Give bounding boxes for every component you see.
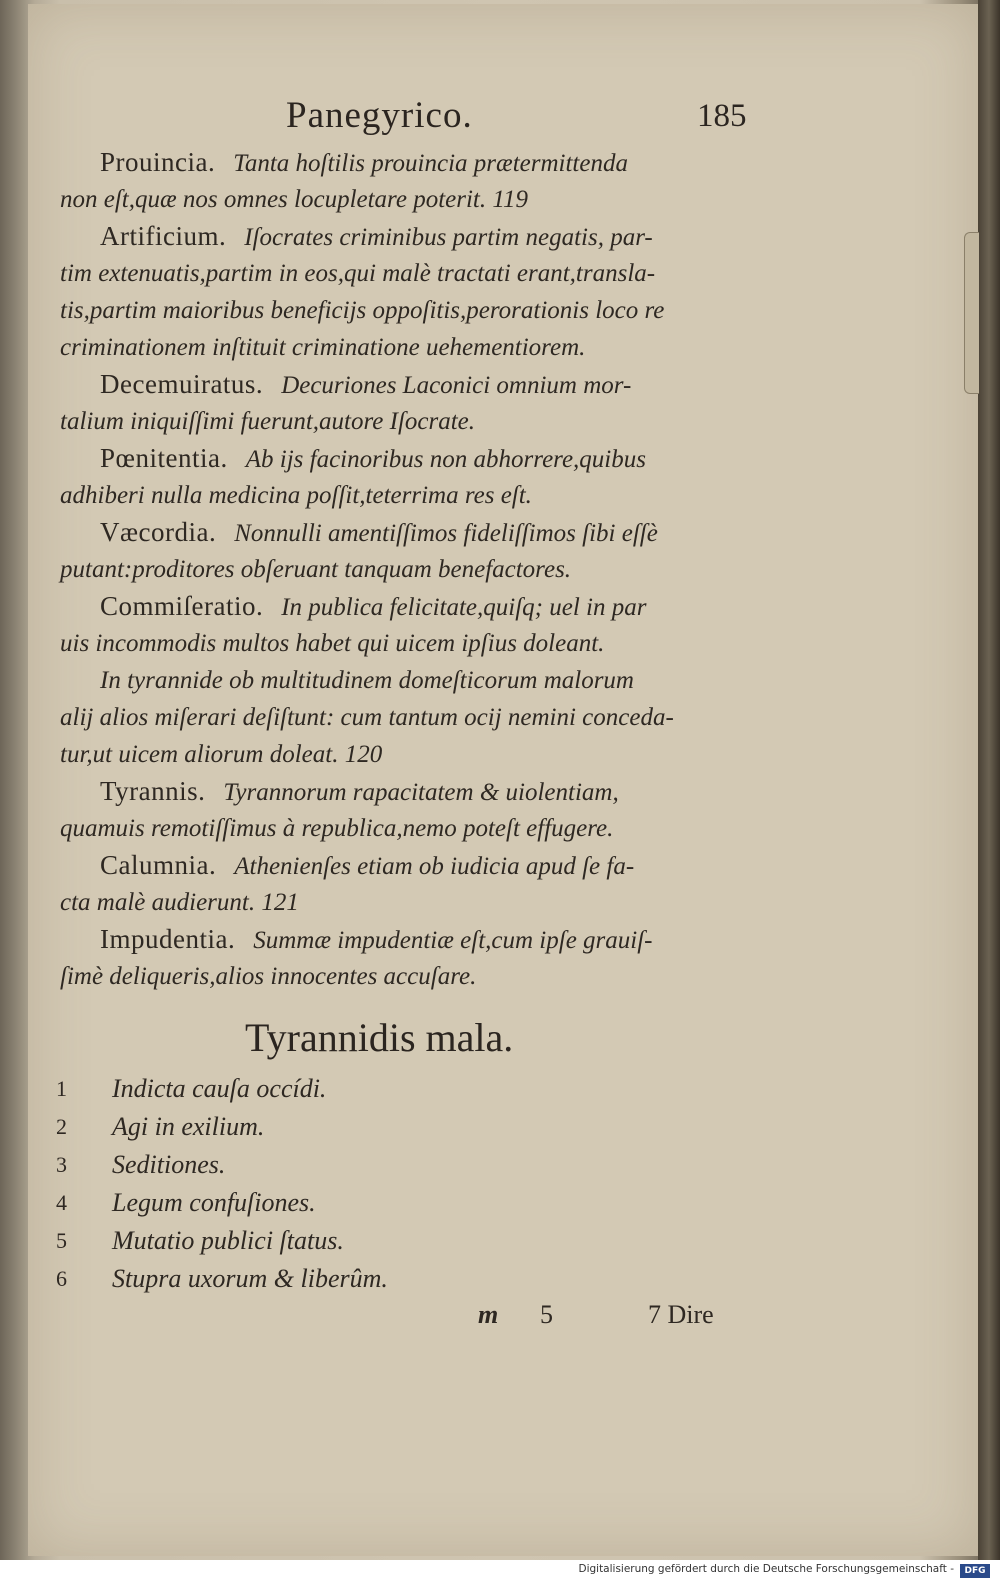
entry-line [60, 958, 760, 995]
entry-first-line [60, 366, 760, 403]
entry-first-line [60, 144, 760, 181]
entry-line [60, 736, 760, 773]
entry-keyword: Calumnia. [100, 850, 217, 880]
list-item [56, 1260, 656, 1298]
entry-first-line [60, 218, 760, 255]
entry-text: In publica felicitate,quiſq; uel in par [281, 594, 647, 621]
entry-text: Ab ijs facinoribus non abhorrere,quibus [245, 446, 646, 473]
entry-keyword: Decemuiratus. [100, 369, 264, 399]
page-tab-marker [964, 232, 979, 394]
entry-text: non eſt,quæ nos omnes locupletare poterit. 119 [60, 186, 529, 213]
entry-line [60, 699, 760, 736]
list-item [56, 1070, 656, 1108]
entry-text: cta malè audierunt. 121 [60, 889, 299, 916]
list-item-number: 1 [56, 1076, 67, 1101]
entry-keyword: Impudentia. [100, 924, 236, 954]
entry-first-line [60, 440, 760, 477]
entry-text: Nonnulli amentiſſimos fideliſſimos ſibi eſſè [234, 520, 658, 547]
book-edge [978, 0, 1000, 1560]
entry-first-line [60, 514, 760, 551]
list-item-text: Stupra uxorum & liberûm. [112, 1264, 388, 1293]
entry-keyword: Artificium. [100, 221, 227, 251]
entry-text: uis incommodis multos habet qui uicem ipſius doleant. [60, 630, 605, 657]
page-number: 185 [697, 98, 747, 134]
list-item-text: Indicta cauſa occídi. [112, 1074, 327, 1103]
entry-text: tis,partim maioribus beneficijs oppoſitis,perorationis loco re [60, 297, 665, 324]
list-item-number: 3 [56, 1152, 67, 1177]
entry-text: criminationem inſtituit criminatione uehementiorem. [60, 334, 586, 361]
entry-text: alij alios miſerari deſiſtunt: cum tantum ocij nemini conceda- [60, 704, 674, 731]
entry-first-line [60, 773, 760, 810]
list-item [56, 1146, 656, 1184]
entry-first-line [60, 662, 760, 699]
entry-line [60, 551, 760, 588]
entries-block [60, 144, 760, 995]
entry-line [60, 625, 760, 662]
list-item-text: Seditiones. [112, 1150, 226, 1179]
entry-text: adhiberi nulla medicina poſſit,teterrima res eſt. [60, 482, 532, 509]
list-item-number: 4 [56, 1190, 67, 1215]
entry-keyword: Pœnitentia. [100, 443, 228, 473]
entry-text: Tyrannorum rapacitatem & uiolentiam, [223, 779, 619, 806]
entry-text: Iſocrates criminibus partim negatis, par- [244, 224, 653, 251]
entry-first-line [60, 588, 760, 625]
entry-text: tur,ut uicem aliorum doleat. 120 [60, 741, 383, 768]
page-header [0, 94, 1000, 144]
entry-first-line [60, 847, 760, 884]
entry-text: Athenienſes etiam ob iudicia apud ſe fa- [234, 853, 635, 880]
list-item-number: 2 [56, 1114, 67, 1139]
entry-line [60, 477, 760, 514]
list-item-number: 6 [56, 1266, 67, 1291]
list-item-text: Agi in exilium. [112, 1112, 265, 1141]
running-head: Panegyrico. [286, 95, 473, 136]
dfg-logo: DFG [960, 1564, 990, 1578]
section-title: Tyrannidis mala. [245, 1015, 514, 1060]
signature-number: 5 [540, 1300, 553, 1329]
entry-text: Summæ impudentiæ eſt,cum ipſe grauiſ- [253, 927, 653, 954]
entry-keyword: Væcordia. [100, 517, 217, 547]
entry-line [60, 292, 760, 329]
entry-text: Tanta hoſtilis prouincia prætermittenda [233, 150, 628, 177]
entry-text: In tyrannide ob multitudinem domeſticorum malorum [100, 667, 634, 694]
entry-text: Decuriones Laconici omnium mor- [281, 372, 632, 399]
entry-text: tim extenuatis,partim in eos,qui malè tractati erant,transla- [60, 260, 656, 287]
list-item [56, 1108, 656, 1146]
entry-text: quamuis remotiſſimus à republica,nemo poteſt effugere. [60, 815, 614, 842]
list-item-number: 5 [56, 1228, 67, 1253]
entry-line [60, 181, 760, 218]
credit-bar [0, 1560, 1000, 1582]
mala-list [56, 1070, 656, 1298]
entry-text: talium iniquiſſimi fuerunt,autore Iſocrate. [60, 408, 476, 435]
entry-line [60, 810, 760, 847]
list-item-text: Legum confuſiones. [112, 1188, 316, 1217]
entry-text: ſimè deliqueris,alios innocentes accuſare. [60, 963, 477, 990]
entry-line [60, 329, 760, 366]
entry-first-line [60, 921, 760, 958]
entry-line [60, 255, 760, 292]
entry-keyword: Tyrannis. [100, 776, 206, 806]
list-item-text: Mutatio publici ſtatus. [112, 1226, 344, 1255]
list-item [56, 1184, 656, 1222]
catchword: 7 Dire [648, 1300, 714, 1329]
page-footer [478, 1300, 778, 1340]
entry-keyword: Commiſeratio. [100, 591, 264, 621]
credit-text: Digitalisierung gefördert durch die Deutsche Forschungsgemeinschaft - [578, 1563, 954, 1575]
signature-letter: m [478, 1300, 499, 1329]
entry-text: putant:proditores obſeruant tanquam benefactores. [60, 556, 572, 583]
list-item [56, 1222, 656, 1260]
entry-keyword: Prouincia. [100, 147, 216, 177]
entry-line [60, 403, 760, 440]
entry-line [60, 884, 760, 921]
